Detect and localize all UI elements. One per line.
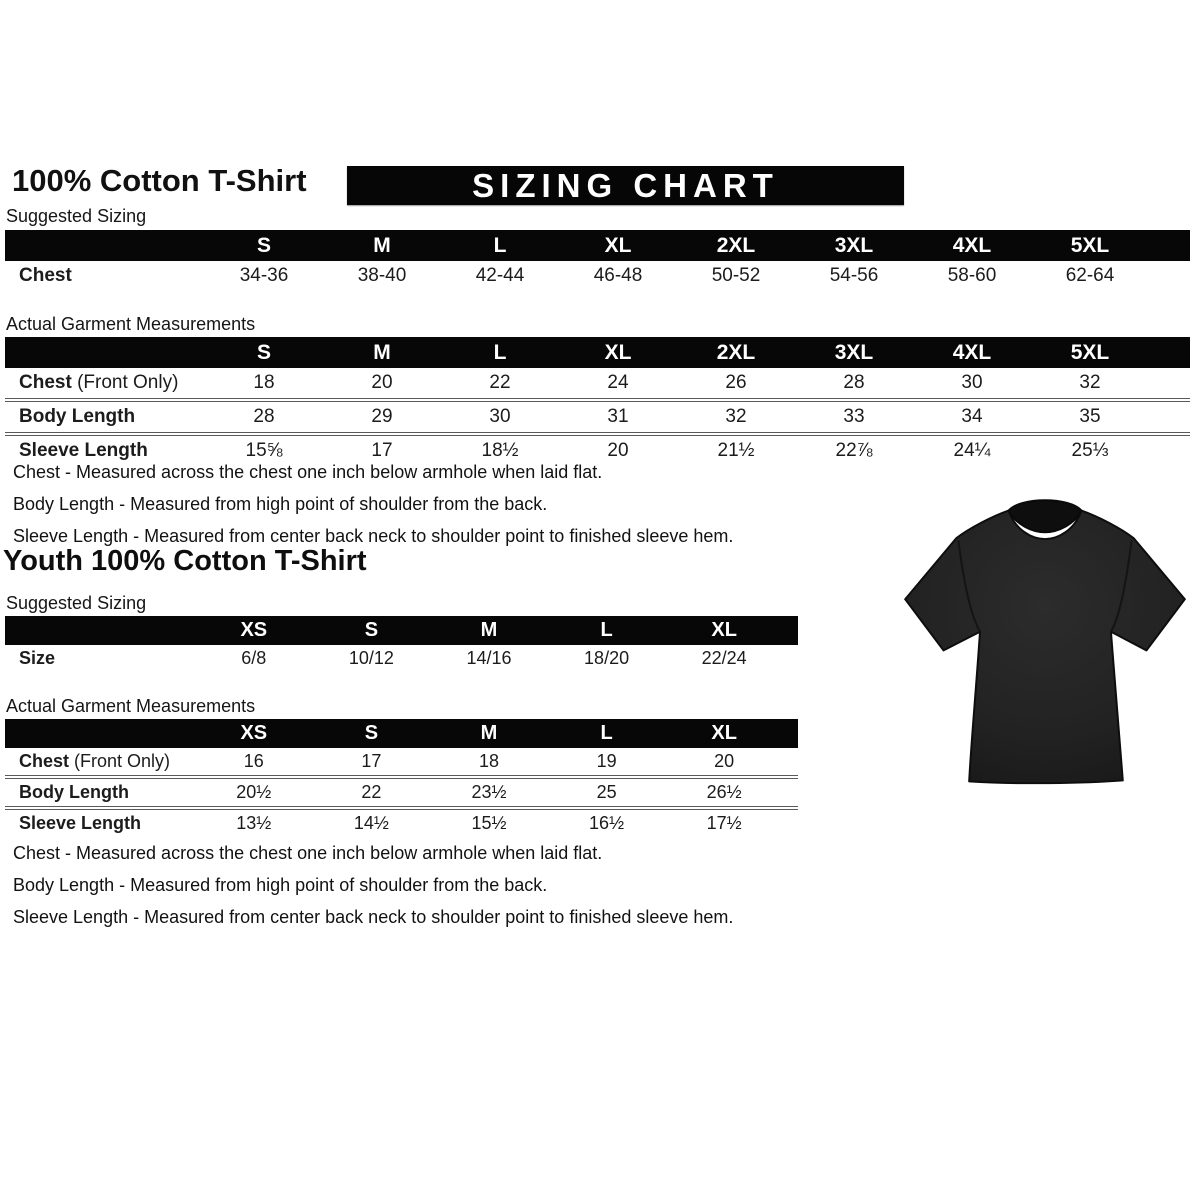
measurement-note: Body Length - Measured from high point of shoulder from the back. bbox=[13, 875, 548, 895]
measurement-cell: 34-36 bbox=[239, 265, 289, 286]
youth-measurement-notes bbox=[13, 843, 733, 939]
measurement-cell: 15⅝ bbox=[245, 440, 283, 461]
measurement-cell: 30 bbox=[961, 372, 983, 393]
adult-actual-measurements-label: Actual Garment Measurements bbox=[6, 314, 256, 334]
size-column-header: XS bbox=[240, 619, 268, 641]
row-label bbox=[5, 782, 195, 803]
size-column-header: 2XL bbox=[716, 233, 756, 257]
measurement-cell: 32 bbox=[725, 406, 747, 427]
measurement-cell: 35 bbox=[1079, 406, 1101, 427]
tshirt-image bbox=[897, 483, 1193, 808]
measurement-cell: 33 bbox=[843, 406, 865, 427]
row-label-text: Sleeve Length bbox=[19, 440, 148, 461]
measurement-note: Sleeve Length - Measured from center back neck to shoulder point to finished sleeve hem. bbox=[13, 526, 734, 546]
measurement-cell: 20 bbox=[714, 751, 735, 771]
measurement-cell: 22⅞ bbox=[835, 440, 873, 461]
measurement-cell: 19 bbox=[596, 751, 617, 771]
row-label: Chest (Front Only) bbox=[19, 751, 171, 771]
row-label-text: Chest bbox=[19, 751, 70, 771]
size-column-header: S bbox=[364, 722, 379, 744]
size-column-header: S bbox=[256, 340, 271, 364]
measurement-cell: 16½ bbox=[589, 813, 625, 833]
measurement-cell: 22 bbox=[361, 782, 382, 802]
youth-section-title: Youth 100% Cotton T-Shirt bbox=[3, 545, 367, 577]
measurement-cell: 23½ bbox=[471, 782, 507, 802]
measurement-cell: 25⅓ bbox=[1071, 440, 1109, 461]
measurement-cell: 46-48 bbox=[593, 265, 643, 286]
table-header-row bbox=[5, 719, 798, 748]
row-label-text: Body Length bbox=[19, 782, 129, 802]
row-label: Chest (Front Only) bbox=[19, 372, 179, 393]
page-title: 100% Cotton T-Shirt bbox=[12, 163, 307, 198]
size-column-header: 4XL bbox=[952, 340, 992, 364]
measurement-cell: 31 bbox=[607, 406, 629, 427]
measurement-cell: 50-52 bbox=[711, 265, 761, 286]
size-column-header: L bbox=[600, 619, 613, 641]
size-column-header: 2XL bbox=[716, 340, 756, 364]
youth-suggested-sizing-label: Suggested Sizing bbox=[6, 593, 147, 613]
measurement-cell: 24 bbox=[607, 372, 629, 393]
measurement-cell: 58-60 bbox=[947, 265, 997, 286]
size-column-header: 3XL bbox=[834, 233, 874, 257]
measurement-cell: 24¼ bbox=[953, 440, 991, 461]
row-label-text: Sleeve Length bbox=[19, 813, 142, 833]
size-column-header: 4XL bbox=[952, 233, 992, 257]
table-row bbox=[5, 398, 1190, 432]
measurement-cell: 26½ bbox=[706, 782, 742, 802]
measurement-cell: 13½ bbox=[236, 813, 272, 833]
measurement-note: Chest - Measured across the chest one inch below armhole when laid flat. bbox=[13, 843, 603, 863]
row-label bbox=[5, 648, 195, 669]
size-column-header: L bbox=[493, 340, 507, 364]
size-column-header: XS bbox=[240, 722, 268, 744]
row-label bbox=[5, 265, 205, 287]
adult-suggested-sizing-table bbox=[5, 230, 1190, 291]
youth-actual-measurements-table bbox=[5, 719, 798, 837]
measurement-cell: 62-64 bbox=[1065, 265, 1115, 286]
table-row bbox=[5, 748, 798, 775]
measurement-cell: 32 bbox=[1079, 372, 1101, 393]
table-header-row bbox=[5, 230, 1190, 261]
size-column-header: S bbox=[364, 619, 379, 641]
size-column-header: 5XL bbox=[1070, 233, 1110, 257]
measurement-cell: 28 bbox=[843, 372, 865, 393]
measurement-cell: 38-40 bbox=[357, 265, 407, 286]
measurement-cell: 15½ bbox=[471, 813, 507, 833]
measurement-note: Sleeve Length - Measured from center back neck to shoulder point to finished sleeve hem. bbox=[13, 907, 734, 927]
row-label-text: Size bbox=[19, 648, 56, 668]
table-row bbox=[5, 775, 798, 806]
measurement-cell: 17 bbox=[361, 751, 382, 771]
measurement-cell: 26 bbox=[725, 372, 747, 393]
size-column-header: 3XL bbox=[834, 340, 874, 364]
sizing-chart-banner bbox=[347, 166, 904, 205]
size-column-header: 5XL bbox=[1070, 340, 1110, 364]
row-label-text: Chest bbox=[19, 265, 72, 286]
measurement-cell: 29 bbox=[371, 406, 393, 427]
size-column-header: M bbox=[373, 233, 391, 257]
measurement-cell: 34 bbox=[961, 406, 983, 427]
size-column-header: XL bbox=[604, 233, 632, 257]
measurement-cell: 18 bbox=[253, 372, 275, 393]
measurement-cell: 10/12 bbox=[348, 648, 394, 668]
table-row bbox=[5, 432, 1190, 466]
measurement-cell: 18/20 bbox=[584, 648, 630, 668]
row-label bbox=[5, 440, 205, 462]
size-column-header: S bbox=[256, 233, 271, 257]
measurement-note: Body Length - Measured from high point of shoulder from the back. bbox=[13, 494, 548, 514]
row-label bbox=[5, 813, 195, 834]
table-row bbox=[5, 261, 1190, 291]
measurement-cell: 22 bbox=[489, 372, 511, 393]
adult-actual-measurements-table bbox=[5, 337, 1190, 466]
measurement-cell: 28 bbox=[253, 406, 275, 427]
table-header-row bbox=[5, 337, 1190, 368]
measurement-cell: 14½ bbox=[353, 813, 389, 833]
size-column-header: M bbox=[480, 619, 498, 641]
measurement-cell: 22/24 bbox=[701, 648, 747, 668]
measurement-cell: 20 bbox=[371, 372, 393, 393]
measurement-cell: 6/8 bbox=[241, 648, 267, 668]
measurement-cell: 16 bbox=[243, 751, 264, 771]
measurement-cell: 20 bbox=[607, 440, 629, 461]
size-column-header: XL bbox=[711, 722, 737, 744]
table-row bbox=[5, 645, 798, 672]
measurement-cell: 14/16 bbox=[466, 648, 512, 668]
table-row bbox=[5, 368, 1190, 398]
measurement-cell: 18½ bbox=[481, 440, 519, 461]
row-label bbox=[5, 406, 205, 428]
size-column-header: XL bbox=[711, 619, 737, 641]
table-header-row bbox=[5, 616, 798, 645]
size-column-header: L bbox=[493, 233, 507, 257]
measurement-cell: 54-56 bbox=[829, 265, 879, 286]
measurement-cell: 42-44 bbox=[475, 265, 525, 286]
measurement-cell: 17½ bbox=[706, 813, 742, 833]
measurement-cell: 30 bbox=[489, 406, 511, 427]
measurement-cell: 18 bbox=[478, 751, 499, 771]
size-column-header: M bbox=[373, 340, 391, 364]
tshirt-body bbox=[905, 511, 1185, 784]
table-row bbox=[5, 806, 798, 837]
measurement-note: Chest - Measured across the chest one inch below armhole when laid flat. bbox=[13, 462, 603, 482]
youth-suggested-sizing-table bbox=[5, 616, 798, 672]
row-label-text: Body Length bbox=[19, 406, 136, 427]
size-column-header: M bbox=[480, 722, 498, 744]
youth-actual-measurements-label: Actual Garment Measurements bbox=[6, 696, 256, 716]
adult-measurement-notes bbox=[13, 462, 733, 558]
size-column-header: XL bbox=[604, 340, 632, 364]
measurement-cell: 17 bbox=[371, 440, 393, 461]
measurement-cell: 20½ bbox=[236, 782, 272, 802]
sizing-chart-banner-label: SIZING CHART bbox=[472, 166, 779, 204]
measurement-cell: 21½ bbox=[717, 440, 755, 461]
size-column-header: L bbox=[600, 722, 613, 744]
adult-suggested-sizing-label: Suggested Sizing bbox=[6, 206, 147, 226]
measurement-cell: 25 bbox=[596, 782, 617, 802]
row-label-text: Chest bbox=[19, 372, 72, 393]
